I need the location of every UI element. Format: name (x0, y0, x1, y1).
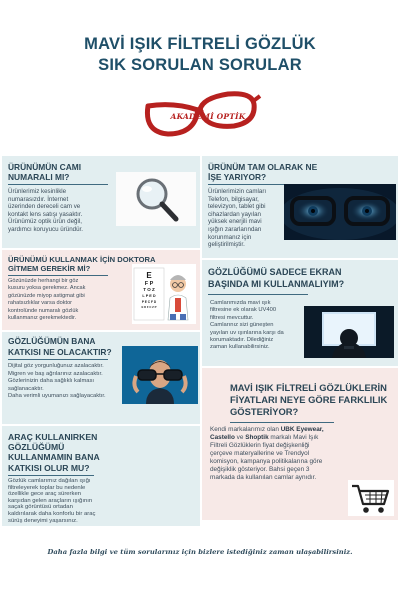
faq-answer (8, 188, 114, 234)
footer-note: Daha fazla bilgi ve tüm sorularınız için bizlere istediğiniz zaman ulaşabilirsiniz. (47, 548, 353, 556)
answer-line: gözünüzde miyop astigmat gibi (8, 292, 85, 299)
screen-image (304, 306, 394, 358)
title-line-1: MAVİ IŞIK FİLTRELİ GÖZLÜK (84, 35, 316, 53)
answer-line: filtreleyerek toplar bu nedenle (8, 484, 86, 491)
question-line: NUMARALI MI? (8, 172, 70, 182)
answer-line: yayılan uv ışınlarına karşı da (210, 329, 284, 336)
answer-line: korunmanız için (208, 233, 252, 241)
man-with-glasses-photo (122, 346, 198, 404)
answer-line: filtresi mevcuttur. (210, 314, 254, 321)
faq-card-lens (2, 156, 200, 248)
person-at-screen-photo (304, 306, 394, 358)
divider (8, 275, 108, 276)
answer-line: saçak görüntüsü ortadan (8, 504, 73, 511)
magnifying-glass-image (116, 172, 196, 226)
question-line: ÜRÜNÜMÜ KULLANMAK İÇİN DOKTORA (8, 255, 156, 264)
answer-line: yardımcı koruyucu üründür. (8, 225, 83, 233)
answer-line: Filtreli Gözlüklerin fiyat değişkenliği (210, 442, 310, 449)
chart-letters-row-1: E (146, 271, 152, 280)
faq-card-price (202, 368, 398, 520)
faq-question (208, 162, 317, 182)
brand-shoptik: Shoptik (245, 434, 269, 441)
faq-answer (8, 478, 158, 524)
question-line: ARAÇ KULLANIRKEN (8, 432, 98, 442)
answer-line: Daha verimli uyumanızı sağlayacaktır. (8, 393, 106, 400)
answer-line: korumaktadır. Dilediğiniz (210, 337, 274, 344)
faq-card-screen (202, 260, 398, 366)
shopping-cart-image (348, 480, 394, 516)
answer-line (210, 426, 392, 434)
faq-question (208, 266, 344, 290)
man-with-glasses-image (122, 346, 198, 404)
faq-question (8, 336, 112, 357)
question-line: FİYATLARI NEYE GÖRE FARKLILIK (230, 394, 388, 405)
question-line: GÖZLÜĞÜMÜN BANA (8, 336, 96, 346)
question-line: KATKISI OLUR MU? (8, 462, 90, 473)
magnifying-glass-icon (116, 172, 196, 226)
answer-text: markalı Mavi Işık (268, 434, 319, 441)
answer-line: rahatsızlıklar varsa doktor (8, 300, 73, 307)
question-line: KATKISI NE OLACAKTIR? (8, 346, 112, 357)
answer-line: kontrolünde numaralı gözlük (8, 307, 79, 314)
answer-line: özellikle gece araç sürerken (8, 491, 82, 498)
answer-line: sürüş deneyimi yaşarsınız. (8, 517, 78, 524)
answer-line: karşıdan gelen araçların ışığının (8, 497, 93, 504)
answer-text: ve (234, 434, 246, 441)
answer-line (210, 434, 392, 442)
faq-answer (208, 188, 286, 249)
divider (8, 359, 108, 360)
answer-line: Gözünüzde herhangi bir göz (8, 278, 79, 284)
answer-line: zaman kullanabilirsiniz. (210, 344, 270, 351)
divider (8, 184, 108, 185)
brand-ubk: UBK Eyewear, (280, 426, 324, 433)
answer-line: ışığın zararlarından (208, 225, 262, 233)
divider (230, 422, 334, 423)
eyes-image (284, 184, 396, 240)
divider (208, 294, 308, 295)
answer-line: sağlanacaktır. (8, 385, 44, 392)
answer-line: geliştirilmiştir. (208, 241, 245, 249)
answer-line: Telefon, bilgisayar, (208, 195, 259, 203)
answer-line: Gözlerinizin daha sağlıklı kalması (8, 378, 95, 385)
answer-line: kusuru yoksa gerekmez. Ancak (8, 285, 86, 292)
answer-line: kaldırılarak daha konforlu bir araç (8, 510, 96, 517)
faq-answer (210, 300, 304, 352)
question-line: GÖZLÜĞÜMÜ SADECE EKRAN (208, 267, 342, 277)
answer-line: Ürünümüz optik ürün değil, (8, 218, 82, 226)
answer-line: cihazlardan yayılan (208, 210, 261, 218)
answer-line: üzerinden dereceli cam ve (8, 203, 81, 211)
answer-line: Dijital göz yorgunluğunuz azalacaktır. (8, 363, 104, 369)
answer-line: kullanmanız gerekmektedir. (8, 315, 77, 322)
question-line: ÜRÜNÜMÜN CAMI (8, 162, 82, 172)
question-line: KULLANMAMIN BANA (8, 452, 100, 463)
question-line: ÜRÜNÜM TAM OLARAK NE (208, 162, 318, 172)
answer-line: markada da kullanılan camlar aynıdır. (210, 474, 317, 481)
shopping-cart-icon (348, 480, 394, 516)
answer-line: Camlarımızda mavi ışık (210, 300, 271, 306)
chart-letters-row-5: P E C F D (141, 300, 157, 304)
faq-answer (8, 363, 120, 401)
answer-line: Ürünlerimizin camları (208, 188, 267, 195)
question-line: MAVİ IŞIK FİLTRELİ GÖZLÜKLERİN (230, 382, 387, 393)
logo-text: AKADEMİ OPTİK (170, 112, 246, 121)
chart-letters-row-4: L P E D (142, 294, 156, 298)
chart-letters-row-6: E D F C Z P (141, 305, 157, 309)
answer-line: kontakt lens satışı yasaktır. (8, 210, 83, 218)
answer-line: Ürünlerimiz kesinlikle (8, 188, 67, 195)
divider (8, 475, 94, 476)
faq-card-purpose (202, 156, 398, 258)
faq-question (230, 382, 387, 418)
answer-line: numarasızdır. İnternet (8, 195, 69, 203)
faq-question (8, 432, 100, 473)
chart-letters-row-2: F P (144, 281, 154, 287)
answer-line: değişiklik gösteriyor. Bahsi geçen 3 (210, 466, 310, 473)
title-line-2: SIK SORULAN SORULAR (98, 56, 302, 74)
answer-line: Camlarınız sizi güneşten (210, 322, 274, 329)
answer-line: Gözlük camlarımız dağılan ışığı (8, 478, 91, 484)
eyes-with-glasses-photo (284, 184, 396, 240)
answer-line: filtresine ek olarak UV400 (210, 307, 277, 314)
faq-card-benefit (2, 332, 200, 424)
answer-text: Kendi markalarımız olan (210, 426, 281, 433)
eye-chart-doctor-image (132, 264, 196, 324)
answer-line: çerçeve materyallerine ve Trendyol (210, 450, 310, 457)
answer-line: televizyon, tablet gibi (208, 203, 266, 211)
brand-castello: Castello (210, 434, 235, 441)
faq-answer (210, 426, 392, 482)
question-line: İŞE YARIYOR? (208, 172, 267, 182)
faq-card-driving (2, 426, 200, 526)
faq-question (8, 162, 81, 182)
brand-logo (138, 88, 262, 144)
eye-chart-doctor-icon (132, 264, 196, 324)
question-line: GÖZLÜĞÜMÜ (8, 442, 65, 453)
question-line: BAŞINDA MI KULLANMALIYIM? (208, 279, 345, 289)
faq-card-doctor (2, 250, 200, 330)
faq-answer (8, 278, 128, 322)
question-line: GİTMEM GEREKİR Mİ? (8, 264, 91, 274)
page-title (0, 34, 400, 76)
answer-line: komisyon, kampanya politikalarına göre (210, 458, 323, 465)
answer-line: yüksek enerjili mavi (208, 218, 262, 226)
question-line: GÖSTERİYOR? (230, 406, 299, 417)
chart-letters-row-3: T O Z (143, 287, 155, 292)
answer-line: Migren ve baş ağrılarınız azalacaktır. (8, 370, 103, 377)
